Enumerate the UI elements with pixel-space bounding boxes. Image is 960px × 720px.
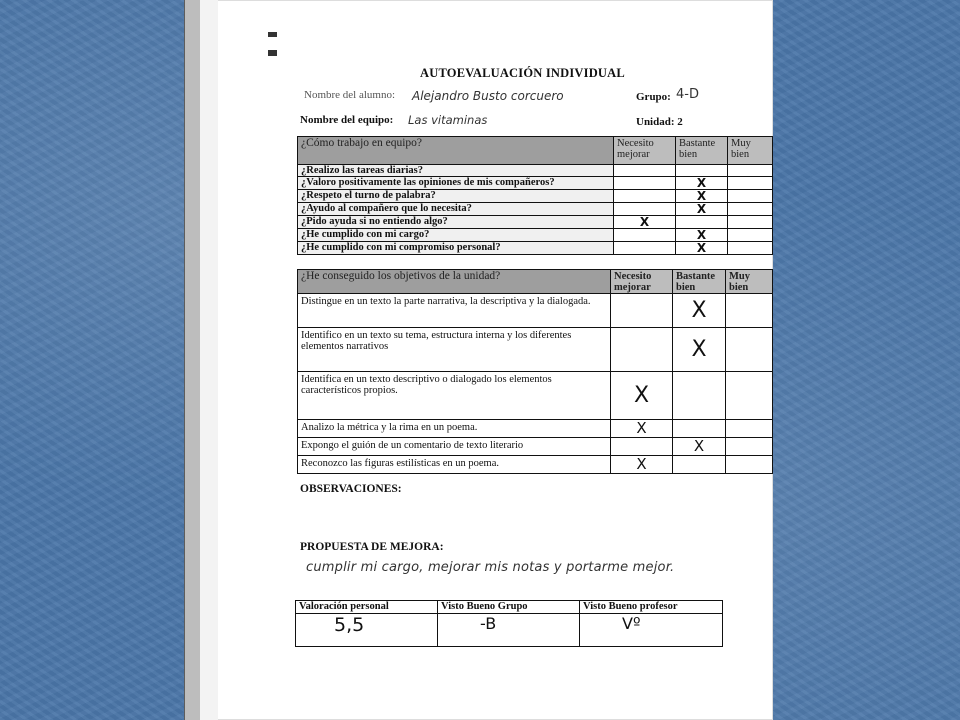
teamwork-table [297,136,773,255]
teamwork-mark-cell [614,216,676,229]
teamwork-mark-cell [614,229,676,242]
teamwork-row-text: ¿Pido ayuda si no entiendo algo? [298,216,614,229]
objective-mark-cell [611,328,673,372]
objective-mark-cell [673,456,726,474]
teamwork-mark-cell [728,177,773,190]
teamwork-question: ¿Cómo trabajo en equipo? [298,137,614,165]
objective-mark-cell [611,456,673,474]
teacher-approval-cell [580,614,723,647]
cross-mark: X [639,215,650,229]
objective-mark-cell [673,372,726,420]
cross-mark: X [691,297,707,323]
group-approval-header: Visto Bueno Grupo [438,601,580,614]
objective-mark-cell [611,294,673,328]
cross-mark: X [696,176,707,190]
cross-mark: X [696,241,707,255]
group-approval-cell [438,614,580,647]
unit-label: Unidad: 2 [636,116,683,128]
objective-mark-cell [611,438,673,456]
col-bastante-bien: Bastante bien [676,137,728,165]
objective-mark-cell [726,372,773,420]
personal-rating-value: 5,5 [334,614,365,636]
scan-speck [268,32,277,37]
teacher-approval-value: Vº [622,614,641,633]
cross-mark: X [633,382,650,408]
teamwork-row [298,216,773,229]
teamwork-mark-cell [728,190,773,203]
teamwork-mark-cell [614,165,676,177]
teamwork-row-text: ¿Ayudo al compañero que lo necesita? [298,203,614,216]
objectives-table [297,269,773,474]
objective-row-text: Identifica en un texto descriptivo o dialogado los elementos característicos propios. [298,372,611,420]
teamwork-row [298,229,773,242]
teamwork-row [298,190,773,203]
teamwork-row-text: ¿Valoro positivamente las opiniones de mis compañeros? [298,177,614,190]
cross-mark: X [636,455,647,473]
proposal-text: cumplir mi cargo, mejorar mis notas y portarme mejor. [306,560,675,575]
teamwork-mark-cell [614,190,676,203]
teamwork-mark-cell [614,242,676,255]
teamwork-mark-cell [676,165,728,177]
objective-row-text: Identifico en un texto su tema, estructura interna y los diferentes elementos narrativos [298,328,611,372]
personal-rating-cell [296,614,438,647]
teamwork-row-text: ¿Respeto el turno de palabra? [298,190,614,203]
teamwork-mark-cell [676,216,728,229]
student-name-label: Nombre del alumno: [304,89,396,101]
col-muy-bien: Muy bien [726,270,773,294]
teamwork-row [298,177,773,190]
objective-row [298,372,773,420]
col-necesito-mejorar: Necesito mejorar [614,137,676,165]
personal-rating-header: Valoración personal [296,601,438,614]
objective-mark-cell [673,420,726,438]
objective-mark-cell [726,328,773,372]
cross-mark: X [636,419,647,437]
objective-row-text: Reconozco las figuras estilísticas en un poema. [298,456,611,474]
teamwork-row [298,203,773,216]
signoff-table [295,600,723,647]
teamwork-row-text: ¿He cumplido con mi compromiso personal? [298,242,614,255]
form-title: AUTOEVALUACIÓN INDIVIDUAL [420,66,625,80]
cross-mark: X [691,336,707,362]
objective-mark-cell [673,438,726,456]
objectives-question: ¿He conseguido los objetivos de la unidad? [298,270,611,294]
objective-mark-cell [726,294,773,328]
teamwork-row-text: ¿Realizo las tareas diarias? [298,165,614,177]
col-muy-bien: Muy bien [728,137,773,165]
objective-row-text: Expongo el guión de un comentario de texto literario [298,438,611,456]
group-value: 4-D [676,87,699,102]
objective-row-text: Distingue en un texto la parte narrativa, la descriptiva y la dialogada. [298,294,611,328]
objective-row [298,294,773,328]
teamwork-mark-cell [676,177,728,190]
objective-mark-cell [726,456,773,474]
student-name-value: Alejandro Busto corcuero [412,89,564,103]
col-necesito-mejorar: Necesito mejorar [611,270,673,294]
teamwork-mark-cell [728,216,773,229]
cross-mark: X [693,437,705,455]
scan-edge-shadow [184,0,218,720]
teamwork-mark-cell [728,203,773,216]
teacher-approval-header: Visto Bueno profesor [580,601,723,614]
teamwork-mark-cell [728,229,773,242]
proposal-label: PROPUESTA DE MEJORA: [300,541,444,553]
teamwork-row [298,165,773,177]
teamwork-mark-cell [614,203,676,216]
objective-row [298,328,773,372]
teamwork-mark-cell [614,177,676,190]
objective-mark-cell [726,420,773,438]
objective-mark-cell [673,328,726,372]
objective-mark-cell [673,294,726,328]
teamwork-mark-cell [676,190,728,203]
scan-speck [268,50,277,56]
objective-mark-cell [726,438,773,456]
objective-row [298,420,773,438]
teamwork-mark-cell [676,242,728,255]
teamwork-mark-cell [728,242,773,255]
teamwork-mark-cell [676,203,728,216]
col-bastante-bien: Bastante bien [673,270,726,294]
cross-mark: X [696,202,707,216]
objective-row [298,456,773,474]
teamwork-mark-cell [728,165,773,177]
objective-row-text: Analizo la métrica y la rima en un poema. [298,420,611,438]
observations-label: OBSERVACIONES: [300,483,402,495]
team-name-label: Nombre del equipo: [300,114,394,126]
teamwork-row [298,242,773,255]
teamwork-row-text: ¿He cumplido con mi cargo? [298,229,614,242]
cross-mark: X [696,228,707,242]
group-label: Grupo: [636,91,671,103]
cross-mark: X [696,189,707,203]
team-name-value: Las vitaminas [408,113,488,127]
objective-mark-cell [611,420,673,438]
objective-row [298,438,773,456]
group-approval-value: -B [480,614,497,633]
objective-mark-cell [611,372,673,420]
teamwork-mark-cell [676,229,728,242]
